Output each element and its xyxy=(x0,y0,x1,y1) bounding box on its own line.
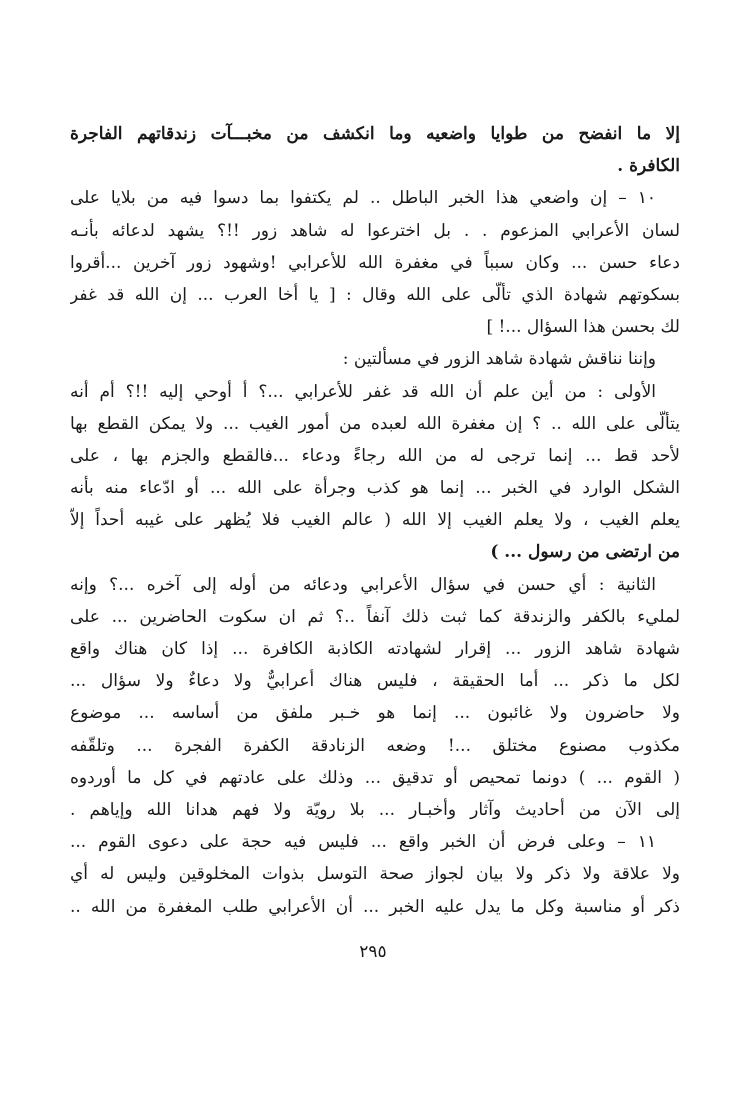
text-line: لسان الأعرابي المزعوم . . بل اخترعوا له شاهد زور !!؟ يشهد لدعائه بأنـه xyxy=(70,220,680,241)
text-line: يتألّى على الله .. ؟ إن مغفرة الله لعبده من أمور الغيب ... ولا يمكن القطع بها xyxy=(70,413,680,434)
text-line: لمليء بالكفر والزندقة كما ثبت ذلك آنفاً ..؟ ثم ان سكوت الحاضرين ... على xyxy=(70,606,680,627)
text-line: الشكل الوارد في الخبر ... إنما هو كذب وجرأة على الله ... أو ادّعاء منه بأنه xyxy=(70,478,680,499)
text-line: لأحد قط ... إنما ترجى له من الله رجاءً ودعاء ...فالقطع والجزم بها ، على xyxy=(70,445,680,466)
text-line: يعلم الغيب ، ولا يعلم الغيب إلا الله ( عالم الغيب فلا يُظهر على غيبه أحداً إلاّ xyxy=(70,510,680,531)
text-line: إلا ما انفضح من طوايا واضعيه وما انكشف من مخبـــآت زندقاتهم الفاجرة xyxy=(70,124,680,144)
text-line: وإننا نناقش شهادة شاهد الزور في مسألتين : xyxy=(342,349,656,370)
text-line: الأولى : من أين علم أن الله قد غفر للأعرابي ...؟ أ أوحي إليه !!؟ أم أنه xyxy=(70,381,656,402)
text-line: دعاء حسن ... وكان سبباً في مغفرة الله للأعرابي !وشهود زور آخرين ...أقروا xyxy=(70,252,680,273)
text-line: ١٠ – إن واضعي هذا الخبر الباطل .. لم يكتفوا بما دسوا فيه من بلايا على xyxy=(70,188,656,209)
text-line: لكل ما ذكر ... أما الحقيقة ، فليس هناك أعرابيٌّ ولا دعاءٌ ولا سؤال ... xyxy=(70,671,680,692)
text-line: ١١ – وعلى فرض أن الخبر واقع ... فليس فيه حجة على دعوى القوم ... xyxy=(70,832,656,853)
text-line: ولا حاضرون ولا غائبون ... إنما هو خـبر ملفق من أساسه ... موضوع xyxy=(70,703,680,724)
text-line: الكافرة . xyxy=(617,156,680,177)
text-line: ذكر أو مناسبة وكل ما يدل عليه الخبر ... أن الأعرابي طلب المغفرة من الله .. xyxy=(70,896,680,917)
page-number: ٢٩٥ xyxy=(359,942,387,962)
text-line: بسكوتهم شهادة الذي تألّى على الله وقال : [ يا أخا العرب ... إن الله قد غفر xyxy=(70,284,680,305)
text-line: لك بحسن هذا السؤال ...! ] xyxy=(486,317,680,338)
text-line: ( القوم ... ) دونما تمحيص أو تدقيق ... وذلك على عادتهم في كل ما أوردوه xyxy=(70,767,680,788)
body-text xyxy=(70,118,680,923)
text-line: من ارتضى من رسول ... ) xyxy=(490,542,680,563)
text-line: إلى الآن من أحاديث وآثار وأخبـار ... بلا رويّة ولا فهم هدانا الله وإياهم . xyxy=(70,799,680,820)
text-line: شهادة شاهد الزور ... إقرار لشهادته الكاذبة الكافرة ... إذا كان هناك واقع xyxy=(70,639,680,659)
text-line: الثانية : أي حسن في سؤال الأعرابي ودعائه من أوله إلى آخره ...؟ وإنه xyxy=(70,574,656,595)
text-line: ولا علاقة ولا ذكر ولا بيان لجواز صحة التوسل بذوات المخلوقين وليس له أي xyxy=(70,864,680,885)
text-line: مكذوب مصنوع مختلق ...! وضعه الزنادقة الكفرة الفجرة ... وتلقّفه xyxy=(70,735,680,756)
